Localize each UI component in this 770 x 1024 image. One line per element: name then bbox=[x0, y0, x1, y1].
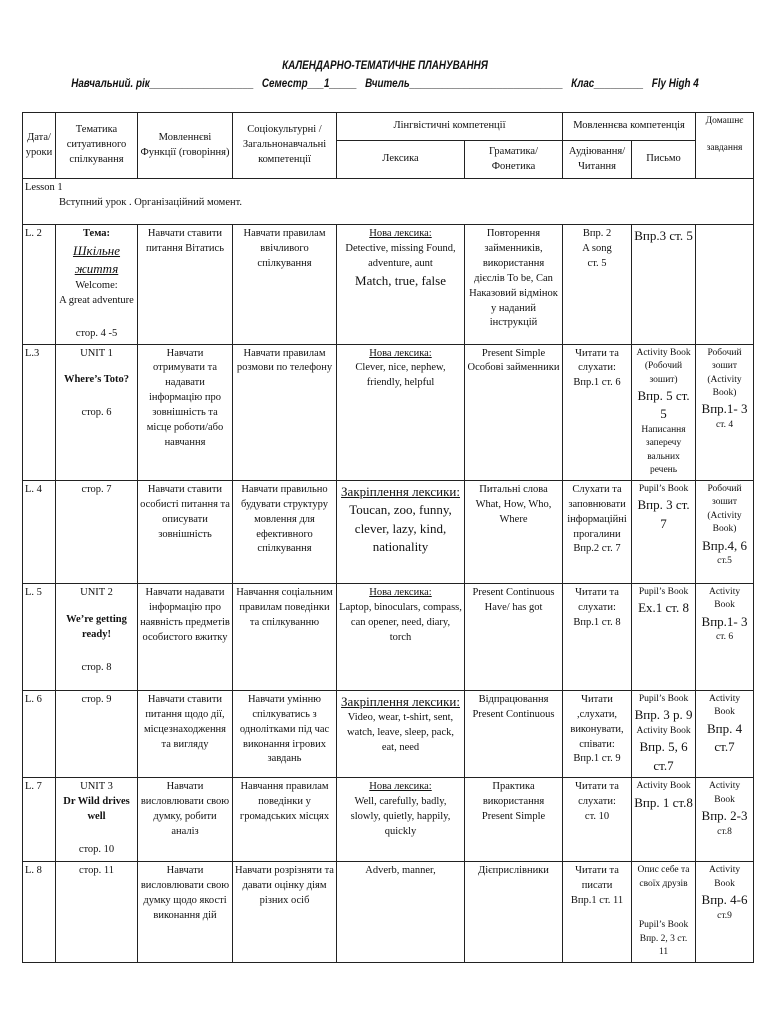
vocab-text: Laptop, binoculars, compass, can opener, need, diary, torch bbox=[339, 601, 462, 643]
grammar: Питальні слова What, How, Who, Where bbox=[465, 480, 563, 583]
lesson-date: L. 2 bbox=[23, 225, 56, 345]
speech-functions: Навчати ставити особисті питання та описувати зовнішність bbox=[138, 480, 233, 583]
listening-line: Впр.1 ст. 8 bbox=[573, 616, 621, 628]
lesson-topic bbox=[56, 480, 138, 583]
topic-line: UNIT 3 bbox=[80, 781, 113, 793]
homework-line: ст. 6 bbox=[715, 632, 734, 643]
listening-line: Впр.1 ст. 11 bbox=[570, 894, 624, 906]
topic-line: Тема: bbox=[82, 228, 111, 239]
col-homework-2: завдання bbox=[706, 143, 743, 154]
vocab-text: Adverb, manner, bbox=[365, 865, 436, 877]
writing-line: Pupil’s Book bbox=[638, 483, 689, 494]
listening-line: Впр. 2 bbox=[582, 228, 612, 239]
grammar: Дієприслівники bbox=[465, 862, 563, 962]
lesson-date: L. 8 bbox=[23, 862, 56, 962]
listening-line: ст. 10 bbox=[584, 810, 610, 822]
listening-line: Впр.1 ст. 9 bbox=[573, 753, 621, 765]
homework bbox=[696, 583, 754, 690]
homework-line: Робочий bbox=[707, 347, 742, 358]
page-subtitle bbox=[69, 76, 700, 90]
writing-line: Написання заперечу вальних речень bbox=[641, 424, 686, 476]
vocab-head: Закріплення лексики: bbox=[341, 483, 460, 499]
homework bbox=[696, 690, 754, 777]
teacher-label: Вчитель____________________________ bbox=[365, 76, 563, 90]
topic-line: A great adventure bbox=[59, 294, 134, 306]
listening-line: Читати та писати bbox=[575, 865, 619, 892]
vocabulary bbox=[337, 778, 465, 862]
table-row bbox=[23, 862, 754, 962]
listening-line: інформаційні bbox=[567, 513, 627, 525]
col-date: Дата/ уроки bbox=[23, 113, 56, 179]
topic-line: Where’s Toto? bbox=[63, 374, 130, 386]
homework-line: ст.9 bbox=[717, 910, 732, 921]
homework-line: зошит bbox=[712, 497, 738, 508]
sociocultural: Навчати правильно будувати структуру мовлення для ефективного спілкування bbox=[233, 480, 337, 583]
vocab-text: Well, carefully, badly, slowly, quietly, happily, quickly bbox=[350, 796, 451, 837]
homework-line: Впр.1- 3 bbox=[701, 613, 748, 629]
topic-line: стор. 9 bbox=[81, 693, 112, 705]
homework bbox=[696, 480, 754, 583]
homework-line: Впр. 4 ст.7 bbox=[706, 720, 743, 755]
topic-line: UNIT 2 bbox=[80, 586, 113, 598]
vocab-head: Нова лексика: bbox=[369, 781, 432, 793]
vocabulary bbox=[337, 583, 465, 690]
page-title: КАЛЕНДАРНО-ТЕМАТИЧНЕ ПЛАНУВАННЯ bbox=[282, 58, 488, 72]
class-label: Клас_________ bbox=[571, 76, 644, 90]
writing-line: своїх друзів bbox=[639, 878, 688, 889]
lesson1-cell bbox=[23, 179, 754, 225]
writing bbox=[632, 344, 696, 480]
lesson1-text: Вступний урок . Організаційний момент. bbox=[59, 196, 243, 208]
vocab-text: Clever, nice, nephew, friendly, helpful bbox=[355, 362, 446, 389]
lesson-date: L. 6 bbox=[23, 690, 56, 777]
writing-line: Activity Book bbox=[636, 347, 691, 358]
homework bbox=[696, 225, 754, 345]
col-writing: Письмо bbox=[632, 141, 696, 179]
semester-label: Семестр___1_____ bbox=[261, 76, 357, 90]
speech-functions: Навчати ставити питання Вітатись bbox=[138, 225, 233, 345]
listening bbox=[563, 583, 632, 690]
year-label: Навчальний. рік___________________ bbox=[71, 76, 254, 90]
writing-line: Pupil’s Book bbox=[638, 920, 689, 931]
listening bbox=[563, 225, 632, 345]
homework-line: ст.8 bbox=[717, 826, 732, 837]
speech-functions: Навчати надавати інформацію про наявність предметів особистого вжитку bbox=[138, 583, 233, 690]
homework-line: (Activity bbox=[707, 374, 742, 385]
listening-line: ст. 5 bbox=[587, 257, 607, 269]
homework-line: Book) bbox=[712, 524, 737, 535]
col-homework bbox=[696, 113, 754, 179]
col-topic: Тематика ситуативного спілкування bbox=[56, 113, 138, 179]
table-row bbox=[23, 690, 754, 777]
writing-line: Activity Book bbox=[636, 781, 691, 792]
lesson-date: L.3 bbox=[23, 344, 56, 480]
plan-table bbox=[22, 112, 754, 963]
writing bbox=[632, 225, 696, 345]
lesson-date: L. 4 bbox=[23, 480, 56, 583]
listening-line: Впр.2 ст. 7 bbox=[573, 543, 621, 555]
col-sociocultural: Соціокультурні / Загальнонавчальні компетенції bbox=[233, 113, 337, 179]
homework-line: Впр. 4-6 bbox=[701, 892, 748, 908]
vocabulary bbox=[337, 862, 465, 962]
homework-line: (Activity bbox=[707, 510, 742, 521]
topic-line: стор. 6 bbox=[81, 407, 112, 419]
sociocultural: Навчати правилам розмови по телефону bbox=[233, 344, 337, 480]
listening-line: виконувати, співати: bbox=[570, 723, 624, 750]
speech-functions: Навчати висловлювати свою думку щодо якості виконання дій bbox=[138, 862, 233, 962]
homework-line: ст.5 bbox=[717, 556, 732, 567]
vocab-head: Закріплення лексики: bbox=[341, 693, 460, 709]
lesson1-label: Lesson 1 bbox=[25, 182, 63, 193]
listening-line: заповнювати bbox=[568, 498, 626, 510]
speech-functions: Навчати отримувати та надавати інформацію про зовнішність та місце роботи/або навчання bbox=[138, 344, 233, 480]
listening-line: Читати та слухати: bbox=[575, 781, 619, 808]
col-listening: Аудіювання/ Читання bbox=[563, 141, 632, 179]
col-speech-functions: Мовленнєві Функції (говоріння) bbox=[138, 113, 233, 179]
lesson-topic bbox=[56, 778, 138, 862]
vocab-head: Нова лексика: bbox=[369, 347, 432, 359]
lesson-topic bbox=[56, 225, 138, 345]
listening-line: A song bbox=[582, 242, 612, 254]
homework-line: Activity Book bbox=[708, 693, 741, 718]
homework-line: зошит bbox=[712, 361, 738, 372]
grammar: Present Simple Особові займенники bbox=[465, 344, 563, 480]
writing bbox=[632, 778, 696, 862]
writing-line: Activity Book bbox=[636, 725, 691, 736]
lesson-topic bbox=[56, 344, 138, 480]
lesson-date: L. 5 bbox=[23, 583, 56, 690]
speech-functions: Навчати висловлювати свою думку, робити аналіз bbox=[138, 778, 233, 862]
homework-line: Activity Book bbox=[708, 781, 741, 805]
listening-line: прогалини bbox=[573, 528, 621, 540]
topic-line: UNIT 1 bbox=[80, 347, 113, 359]
listening-line: Читати та слухати: bbox=[575, 586, 619, 613]
grammar: Відпрацювання Present Continuous bbox=[465, 690, 563, 777]
sociocultural: Навчання правилам поведінки у громадських місцях bbox=[233, 778, 337, 862]
listening-line: Читати ,слухати, bbox=[576, 693, 618, 720]
vocab-text: Video, wear, t-shirt, sent, watch, leave, sleep, pack, eat, need bbox=[347, 712, 454, 754]
table-row bbox=[23, 778, 754, 862]
vocab-extra: Match, true, false bbox=[355, 272, 446, 288]
writing-line: Впр. 3 p. 9 bbox=[634, 707, 693, 723]
writing bbox=[632, 480, 696, 583]
col-speech-competence: Мовленнєва компетенція bbox=[563, 113, 696, 141]
topic-line: Шкільне життя bbox=[72, 242, 121, 277]
lesson-date: L. 7 bbox=[23, 778, 56, 862]
writing-line: (Робочий зошит) bbox=[644, 361, 683, 385]
topic-line: стор. 4 -5 bbox=[75, 327, 118, 339]
lesson1-row bbox=[23, 179, 754, 225]
writing-line: Ex.1 ст. 8 bbox=[638, 600, 689, 616]
writing bbox=[632, 690, 696, 777]
listening-line: Читати та слухати: bbox=[575, 347, 619, 374]
lesson-topic bbox=[56, 690, 138, 777]
homework-line: Впр.1- 3 bbox=[701, 401, 748, 417]
book-label: Fly High 4 bbox=[651, 76, 699, 90]
sociocultural: Навчання соціальним правилам поведінки та спілкуванню bbox=[233, 583, 337, 690]
homework bbox=[696, 778, 754, 862]
writing bbox=[632, 862, 696, 962]
homework-line: ст. 4 bbox=[715, 419, 734, 430]
writing-line: Впр. 5 ст. 5 bbox=[637, 387, 690, 422]
homework bbox=[696, 862, 754, 962]
writing-line: Впр.3 ст. 5 bbox=[634, 228, 693, 243]
lesson-topic bbox=[56, 583, 138, 690]
table-row bbox=[23, 344, 754, 480]
speech-functions: Навчати ставити питання щодо дії, місцезнаходження та вигляду bbox=[138, 690, 233, 777]
listening bbox=[563, 690, 632, 777]
lesson-topic bbox=[56, 862, 138, 962]
homework-line: Activity Book bbox=[708, 865, 741, 889]
lesson-rows bbox=[23, 225, 754, 963]
listening bbox=[563, 778, 632, 862]
col-homework-1: Домашнє bbox=[705, 116, 744, 126]
listening-line: Впр.1 ст. 6 bbox=[573, 377, 621, 389]
grammar: Практика використання Present Simple bbox=[465, 778, 563, 862]
listening-line: Слухати та bbox=[572, 483, 622, 495]
table-row bbox=[23, 225, 754, 345]
vocabulary bbox=[337, 225, 465, 345]
homework-line: Робочий bbox=[707, 483, 742, 494]
vocab-text: Toucan, zoo, funny, clever, lazy, kind, nationality bbox=[349, 502, 452, 555]
grammar: Present Continuous Have/ has got bbox=[465, 583, 563, 690]
topic-line: стор. 10 bbox=[78, 843, 115, 855]
sociocultural: Навчати розрізняти та давати оцінку діям різних осіб bbox=[233, 862, 337, 962]
sociocultural: Навчати умінню спілкуватись з однолітками під час виконання ігрових завдань bbox=[233, 690, 337, 777]
vocab-text: Detective, missing Found, adventure, aunt bbox=[345, 242, 456, 269]
writing-line: Впр. 5, 6 ст.7 bbox=[639, 739, 688, 773]
vocabulary bbox=[337, 344, 465, 480]
writing bbox=[632, 583, 696, 690]
listening bbox=[563, 862, 632, 962]
writing-line: Впр. 2, 3 ст. 11 bbox=[639, 933, 688, 958]
topic-line: стор. 7 bbox=[81, 483, 112, 495]
col-grammar: Граматика/ Фонетика bbox=[465, 141, 563, 179]
writing-line: Pupil’s Book bbox=[638, 693, 689, 704]
table-row bbox=[23, 480, 754, 583]
homework bbox=[696, 344, 754, 480]
writing-line: Опис себе та bbox=[637, 865, 690, 876]
writing-line: Впр. 3 ст. 7 bbox=[637, 497, 690, 531]
topic-line: стор. 11 bbox=[79, 865, 114, 877]
writing-line: Впр. 1 ст.8 bbox=[634, 794, 693, 810]
col-linguistic: Лінгвістичні компетенції bbox=[337, 113, 563, 141]
listening bbox=[563, 480, 632, 583]
vocab-head: Нова лексика: bbox=[369, 228, 432, 239]
header-row-1 bbox=[23, 113, 754, 141]
vocabulary bbox=[337, 690, 465, 777]
topic-line: We’re getting ready! bbox=[66, 613, 127, 640]
sociocultural: Навчати правилам ввічливого спілкування bbox=[233, 225, 337, 345]
topic-line: Welcome: bbox=[75, 279, 118, 291]
listening bbox=[563, 344, 632, 480]
vocab-head: Нова лексика: bbox=[369, 586, 432, 598]
homework-line: Book) bbox=[712, 387, 737, 398]
col-vocab: Лексика bbox=[337, 141, 465, 179]
table-row bbox=[23, 583, 754, 690]
homework-line: Впр. 2-3 bbox=[701, 808, 748, 824]
grammar: Повторення займенників, використання дієслів To be, Can Наказовий відмінок у наданий інструкцій bbox=[465, 225, 563, 345]
homework-line: Впр.4, 6 bbox=[702, 537, 747, 553]
writing-line: Pupil’s Book bbox=[638, 586, 689, 597]
homework-line: Activity Book bbox=[708, 586, 741, 611]
topic-line: стор. 8 bbox=[81, 661, 112, 673]
vocabulary bbox=[337, 480, 465, 583]
topic-line: Dr Wild drives well bbox=[63, 796, 130, 822]
